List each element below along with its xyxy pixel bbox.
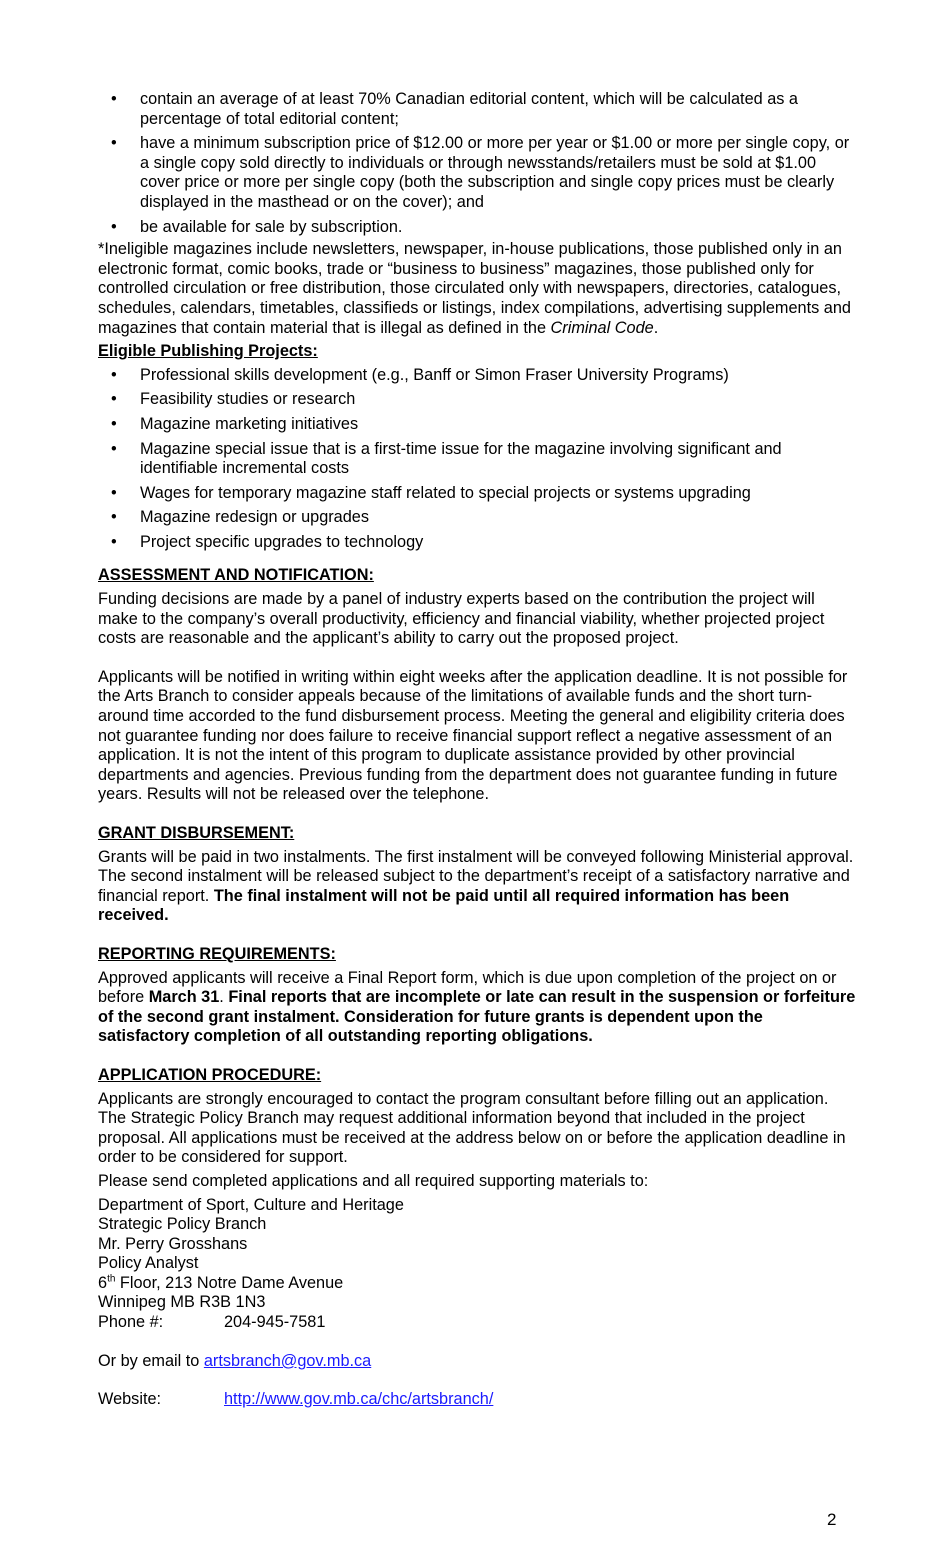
reporting-paragraph: Approved applicants will receive a Final Report form, which is due upon completion of the project on or before March 31. Final reports that are incomplete or late can result in the suspension or forfeiture of the second grant instalment. Consideration for future grants is dependent upon the satisfactory completion of all outstanding reporting obligations. (98, 968, 856, 1046)
assessment-heading: ASSESSMENT AND NOTIFICATION: (98, 566, 374, 585)
list-item: • Project specific upgrades to technology (111, 532, 424, 551)
address-line: Strategic Policy Branch (98, 1215, 267, 1234)
list-item: • contain an average of at least 70% Canadian editorial content, which will be calculated as a percentage of total editorial content; (111, 90, 798, 128)
website-line (98, 1390, 858, 1410)
list-item: • Wages for temporary magazine staff related to special projects or systems upgrading (111, 483, 751, 502)
list-item: • Feasibility studies or research (111, 390, 356, 409)
bullet-icon: • (111, 365, 117, 384)
list-item: • Magazine marketing initiatives (111, 414, 359, 433)
address-line: Mr. Perry Grosshans (98, 1234, 248, 1253)
document-page (98, 90, 858, 1410)
eligible-list (98, 366, 858, 553)
bullet-icon: • (111, 508, 117, 527)
list-item: • Magazine redesign or upgrades (111, 508, 369, 527)
address-line: Winnipeg MB R3B 1N3 (98, 1293, 266, 1312)
procedure-paragraph-1: Applicants are strongly encouraged to contact the program consultant before filling out an application. The Strategic Policy Branch may request additional information beyond that included in the project proposal. All applications must be received at the address below on or before the application deadline in order to be considered for support. (98, 1089, 846, 1167)
bullet-icon: • (111, 390, 117, 409)
eligible-heading: Eligible Publishing Projects: (98, 342, 318, 361)
address-line: Department of Sport, Culture and Heritage (98, 1195, 404, 1214)
bullet-icon: • (111, 90, 117, 108)
top-bullet-list (98, 90, 858, 237)
phone-line (98, 1313, 858, 1333)
list-item: • be available for sale by subscription. (111, 217, 403, 236)
address-line: 6th Floor, 213 Notre Dame Avenue (98, 1273, 344, 1292)
grant-paragraph: Grants will be paid in two instalments. The first instalment will be conveyed following Ministerial approval. The second instalment will be released subject to the department’s receipt of a satisfactory narrative and financial report. The final instalment will not be paid until all required information has been received. (98, 847, 854, 925)
phone-number: 204-945-7581 (224, 1313, 326, 1332)
list-item: • have a minimum subscription price of $12.00 or more per year or $1.00 or more per single copy, or a single copy sold directly to individuals or through newsstands/retailers must be sold at $1.00 cover price or more per single copy (both the subscription and single copy prices must be clearly displayed in the masthead or on the cover); and (111, 134, 850, 211)
list-item: • Magazine special issue that is a first-time issue for the magazine involving significant and identifiable incremental costs (111, 439, 782, 478)
email-line: Or by email to artsbranch@gov.mb.ca (98, 1351, 372, 1370)
list-item: • Professional skills development (e.g., Banff or Simon Fraser University Programs) (111, 365, 729, 384)
email-link[interactable]: artsbranch@gov.mb.ca (203, 1351, 372, 1370)
bullet-icon: • (111, 134, 117, 153)
procedure-paragraph-2: Please send completed applications and all required supporting materials to: (98, 1171, 649, 1190)
assessment-paragraph-2: Applicants will be notified in writing within eight weeks after the application deadline. It is not possible for the Arts Branch to consider appeals because of the limitations of available funds and the short turn-around time accorded to the fund disbursement process. Meeting the general and eligibility criteria does not guarantee funding nor does failure to receive financial support reflect a negative assessment of an application. It is not the intent of this program to duplicate assistance provided by other provincial departments and agencies. Previous funding from the department does not guarantee funding in future years. Results will not be released over the telephone. (98, 667, 848, 804)
assessment-paragraph-1: Funding decisions are made by a panel of industry experts based on the contribution the project will make to the company’s overall productivity, efficiency and financial viability, whether projected project costs are reasonable and the applicant’s ability to carry out the proposed project. (98, 590, 825, 648)
bullet-icon: • (111, 532, 117, 551)
bullet-icon: • (111, 414, 117, 433)
bullet-icon: • (111, 217, 117, 236)
procedure-heading: APPLICATION PROCEDURE: (98, 1065, 322, 1084)
website-label: Website: (98, 1390, 162, 1409)
bullet-icon: • (111, 483, 117, 502)
ineligible-paragraph: *Ineligible magazines include newsletters, newspaper, in-house publications, those published only in an electronic format, comic books, trade or “business to business” magazines, those published only for controlled circulation or free distribution, those circulated only with newspapers, directories, catalogues, schedules, calendars, timetables, classifieds or listings, index compilations, advertising supplements and magazines that contain material that is illegal as defined in the Criminal Code. (98, 240, 851, 337)
mailing-address (98, 1196, 858, 1333)
address-line: Policy Analyst (98, 1254, 199, 1273)
reporting-heading: REPORTING REQUIREMENTS: (98, 944, 336, 963)
bullet-icon: • (111, 439, 117, 458)
grant-heading: GRANT DISBURSEMENT: (98, 824, 295, 842)
website-link[interactable]: http://www.gov.mb.ca/chc/artsbranch/ (224, 1390, 494, 1409)
phone-label: Phone #: (98, 1313, 164, 1332)
page-number: 2 (827, 1510, 837, 1529)
